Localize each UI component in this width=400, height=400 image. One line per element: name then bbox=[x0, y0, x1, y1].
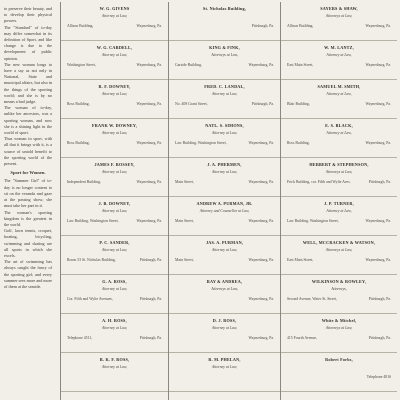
card-title: Attorneys, bbox=[331, 287, 347, 291]
card-city: Pittsburgh, Pa. bbox=[139, 297, 162, 301]
card-city: Waynesburg, Pa. bbox=[136, 180, 162, 184]
card-title: Attorney at Law, bbox=[211, 365, 238, 369]
business-card bbox=[61, 275, 168, 314]
article-paragraph: The "Standard" of to-day may differ somewhat in its definition of Sport, and like change is due to the development of public opinion. bbox=[4, 24, 52, 61]
card-city: Waynesburg, Pa. bbox=[248, 258, 274, 262]
card-city: Waynesburg, Pa. bbox=[248, 180, 274, 184]
card-address: Ross Building, bbox=[67, 141, 90, 145]
card-address: Cor. Fifth and Wylie Avenues, bbox=[67, 297, 113, 301]
card-name: FRED. C. LANDAL, bbox=[204, 84, 245, 89]
business-card bbox=[281, 41, 397, 80]
card-name: WELL, MCCRACKEN & WATSON, bbox=[302, 240, 376, 245]
article-body-bottom bbox=[4, 178, 52, 290]
card-title: Attorney at Law, bbox=[101, 326, 128, 330]
card-name: E. S. BLACK, bbox=[325, 123, 353, 128]
article-paragraph: Thus woman in sport, with all that it brings with it, is a source of untold benefit to the sporting world of the present. bbox=[4, 136, 52, 167]
card-address: Ross Building, bbox=[67, 102, 90, 106]
business-card bbox=[169, 80, 280, 119]
card-address: Blair Building, bbox=[287, 102, 310, 106]
card-name: D. J. ROSS, bbox=[212, 318, 237, 323]
card-address: East Main Street, bbox=[287, 258, 314, 262]
card-name: A. H. ROSS, bbox=[102, 318, 127, 323]
card-address: Frick Building, cor. Fifth and Wylie Aves. bbox=[287, 180, 351, 184]
card-name: R. F. DOWNEY, bbox=[98, 84, 131, 89]
business-card bbox=[281, 2, 397, 41]
card-name: St. Nicholas Building, bbox=[202, 6, 247, 11]
business-card bbox=[61, 353, 168, 392]
card-city: Pittsburgh, Pa. bbox=[368, 336, 391, 340]
card-name: SAYERS & SHAW, bbox=[320, 6, 358, 11]
card-city: Waynesburg, Pa. bbox=[365, 141, 391, 145]
card-title: Attorney at Law, bbox=[326, 209, 352, 213]
card-name: J. A. PHERMEN, bbox=[207, 162, 242, 167]
card-address: 415 Fourth Avenue, bbox=[287, 336, 317, 340]
card-address: East Main Street, bbox=[287, 63, 314, 67]
card-address: Garside Building, bbox=[175, 63, 202, 67]
business-card bbox=[61, 158, 168, 197]
card-city: Pittsburgh, Pa. bbox=[139, 258, 162, 262]
card-name: NATL. S. SIMONS, bbox=[205, 123, 244, 128]
card-city: Waynesburg, Pa. bbox=[248, 63, 274, 67]
business-card bbox=[169, 353, 280, 392]
business-card bbox=[169, 2, 280, 41]
card-name: R. K. F. ROSS, bbox=[99, 357, 130, 362]
business-card bbox=[61, 80, 168, 119]
card-name: J. P. TURNER, bbox=[324, 201, 354, 206]
card-city: Waynesburg, Pa. bbox=[365, 102, 391, 106]
card-city: Waynesburg, Pa. bbox=[136, 63, 162, 67]
card-title: Attorney at Law, bbox=[101, 131, 128, 135]
article-paragraph: The "Summer Girl" of to-day is no longer content to sit on the veranda and gaze at the passing show; she must take her part in it. bbox=[4, 178, 52, 209]
card-title: Attorney at Law, bbox=[211, 248, 238, 252]
business-card bbox=[61, 314, 168, 353]
article-paragraph: The art of swimming has always caught the fancy of the sporting girl; and every summer sees more and more of them at the seaside. bbox=[4, 259, 52, 289]
card-address: Law Building, Washington Street, bbox=[175, 141, 227, 145]
card-address: Law Building, Washington Street, bbox=[287, 219, 339, 223]
card-column-3 bbox=[280, 2, 397, 400]
card-city: Pittsburgh, Pa. bbox=[251, 102, 274, 106]
card-city: Waynesburg, Pa. bbox=[248, 219, 274, 223]
card-city: Waynesburg, Pa. bbox=[365, 63, 391, 67]
business-card bbox=[169, 41, 280, 80]
card-name: J. B. DOWNEY, bbox=[98, 201, 131, 206]
business-card bbox=[169, 236, 280, 275]
business-card bbox=[281, 197, 397, 236]
business-card bbox=[61, 2, 168, 41]
article-column bbox=[4, 6, 52, 290]
card-address: No. 408 Grant Street, bbox=[175, 102, 208, 106]
card-city: Pittsburgh, Pa. bbox=[368, 297, 391, 301]
card-name: W. G. GIVENS bbox=[99, 6, 130, 11]
card-title: Attorney at Law, bbox=[101, 14, 128, 18]
card-name: RAY & ANDREA, bbox=[206, 279, 243, 284]
card-name: G. A. ROSS, bbox=[102, 279, 127, 284]
business-card bbox=[281, 119, 397, 158]
card-city: Waynesburg, Pa. bbox=[136, 102, 162, 106]
card-city: Waynesburg, Pa. bbox=[365, 24, 391, 28]
card-city: Waynesburg, Pa. bbox=[365, 258, 391, 262]
card-name: W. M. LANTZ, bbox=[324, 45, 354, 50]
card-title: Attorney at Law, bbox=[326, 53, 352, 57]
business-card bbox=[61, 197, 168, 236]
card-name: Robert Forbs, bbox=[325, 357, 353, 362]
card-title: Attorney at Law, bbox=[211, 170, 238, 174]
business-card bbox=[169, 158, 280, 197]
card-title: Attorney at Law, bbox=[101, 53, 128, 57]
card-address: Second Avenue, Water St. Street, bbox=[287, 297, 338, 301]
card-name: WILKINSON & ROWLEY, bbox=[311, 279, 367, 284]
card-title: Attorney at Law, bbox=[211, 131, 238, 135]
card-address: Main Street, bbox=[175, 180, 194, 184]
card-address: Main Street, bbox=[175, 258, 194, 262]
card-city: Waynesburg, Pa. bbox=[136, 24, 162, 28]
card-column-1 bbox=[60, 2, 168, 400]
article-paragraph: Golf, lawn tennis, croquet, boating, bicycling, swimming and skating are all sports in which she excels. bbox=[4, 228, 52, 258]
business-card bbox=[281, 80, 397, 119]
card-name: W. G. CARDELL, bbox=[96, 45, 133, 50]
card-title: Attorneys at Law, bbox=[325, 170, 353, 174]
card-name: R. M. PHELAN, bbox=[208, 357, 241, 362]
business-card bbox=[281, 314, 397, 353]
card-title: Attorneys at Law, bbox=[325, 326, 353, 330]
article-paragraph: The woman of to-day, unlike her ancestors, was a sporting woman, and now she is a shining light in the world of sport. bbox=[4, 105, 52, 136]
card-address: Washington Street, bbox=[67, 63, 96, 67]
card-name: JAS. A. PURMAN, bbox=[205, 240, 244, 245]
card-name: White & Mitchel, bbox=[321, 318, 357, 323]
card-address: Room 53 St. Nicholas Building, bbox=[67, 258, 116, 262]
card-city: Waynesburg, Pa. bbox=[136, 141, 162, 145]
business-card bbox=[281, 236, 397, 275]
card-address: Independent Building, bbox=[67, 180, 101, 184]
card-city: Waynesburg, Pa. bbox=[365, 219, 391, 223]
business-card bbox=[61, 236, 168, 275]
card-address: Telephone 4511, bbox=[67, 336, 93, 340]
card-city: Pittsburgh, Pa. bbox=[368, 180, 391, 184]
card-city: Waynesburg, Pa. bbox=[248, 141, 274, 145]
card-name: KING & FINK, bbox=[209, 45, 240, 50]
card-title: Attorney at Law, bbox=[211, 92, 238, 96]
card-address: Main Street, bbox=[175, 219, 194, 223]
card-city: Waynesburg, Pa. bbox=[248, 336, 274, 340]
article-body-top bbox=[4, 6, 52, 167]
card-city: Pittsburgh, Pa. bbox=[251, 24, 274, 28]
card-address: Ross Building, bbox=[287, 141, 310, 145]
business-card bbox=[169, 197, 280, 236]
card-address: Allison Building, bbox=[67, 24, 94, 28]
card-city: Waynesburg, Pa. bbox=[248, 297, 274, 301]
business-card bbox=[281, 275, 397, 314]
card-name: JAMES F. ROSSEY, bbox=[94, 162, 135, 167]
card-address: Law Building, Washington Street, bbox=[67, 219, 119, 223]
business-card bbox=[169, 275, 280, 314]
card-title: Attorney at Law, bbox=[101, 248, 128, 252]
card-title: Attorney at Law, bbox=[101, 170, 128, 174]
business-card bbox=[61, 41, 168, 80]
business-card bbox=[169, 314, 280, 353]
card-title: Attorney at Law, bbox=[101, 287, 128, 291]
card-title: Attorneys at Law, bbox=[211, 53, 238, 57]
business-card bbox=[281, 353, 397, 392]
card-address: Allison Building, bbox=[287, 24, 314, 28]
card-title: Attorney at Law, bbox=[326, 92, 352, 96]
card-title: Attorney at Law, bbox=[101, 209, 128, 213]
card-name: ANDREW A. PURMAN, JR. bbox=[196, 201, 253, 206]
card-title: Attorney and Counsellor at Law, bbox=[199, 209, 250, 213]
business-card bbox=[61, 119, 168, 158]
card-title: Attorneys at Law, bbox=[325, 14, 353, 18]
card-title: Attorney at Law, bbox=[326, 131, 352, 135]
card-title: Attorney at Law, bbox=[101, 365, 128, 369]
card-name: P. C. SANDER, bbox=[99, 240, 130, 245]
card-city: Pittsburgh, Pa. bbox=[139, 336, 162, 340]
card-name: HERBERT & STEPHENSON, bbox=[309, 162, 369, 167]
card-city: Waynesburg, Pa. bbox=[136, 219, 162, 223]
card-title: Attorney at Law, bbox=[211, 326, 238, 330]
business-card bbox=[169, 119, 280, 158]
article-heading: Sport for Women. bbox=[10, 170, 46, 176]
card-title: Attorney at Law, bbox=[101, 92, 128, 96]
card-city: Telephone 4816 bbox=[366, 375, 391, 379]
card-column-2 bbox=[168, 2, 280, 400]
business-card bbox=[281, 158, 397, 197]
article-paragraph: The new woman longs to have a say as not only in National, State and municipal affairs, but also in the things of the sporting world; and she is by no means a bad judge. bbox=[4, 61, 52, 105]
card-title: Attorneys at Law, bbox=[325, 248, 353, 252]
card-title: Attorneys at Law, bbox=[211, 287, 238, 291]
card-name: SAMUEL M. SMITH, bbox=[317, 84, 361, 89]
article-paragraph: to preserve their beauty, and to develop their physical powers. bbox=[4, 6, 52, 24]
card-name: FRANK W. DOWNEY, bbox=[92, 123, 137, 128]
article-paragraph: The woman's sporting kingdom is the greatest in the world. bbox=[4, 209, 52, 227]
